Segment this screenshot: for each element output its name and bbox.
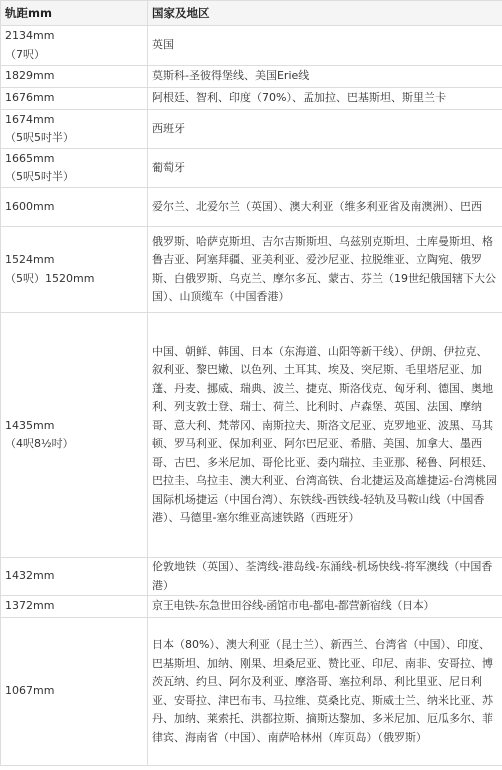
- table-row: [1, 149, 502, 188]
- table-row: [1, 88, 502, 110]
- table-row: [1, 66, 502, 88]
- gauge-value: 1665mm: [5, 151, 55, 165]
- table-header-row: [1, 1, 502, 26]
- gauge-cell: [1, 26, 148, 66]
- regions-cell: 京王电铁-东急世田谷线-函馆市电-都电-都营新宿线（日本）: [148, 596, 502, 618]
- gauge-imperial: （4呎8½吋）: [5, 437, 74, 450]
- header-regions: 国家及地区: [148, 1, 502, 26]
- regions-cell: 英国: [148, 26, 502, 66]
- gauge-value: 1524mm: [5, 253, 55, 266]
- regions-cell: 伦敦地铁（英国）、荃湾线-港岛线-东涌线-机场快线-将军澳线（中国香港）: [148, 558, 502, 596]
- gauge-cell: [1, 66, 148, 88]
- regions-cell: 俄罗斯、哈萨克斯坦、吉尔吉斯斯坦、乌兹别克斯坦、土库曼斯坦、格鲁吉亚、阿塞拜疆、亚美利亚、爱沙尼亚、拉脱维亚、立陶宛、俄罗斯、白俄罗斯、乌克兰、摩尔多瓦、蒙古、芬兰（19世纪俄国辖下大公国）、山顶缆车（中国香港）: [148, 227, 502, 313]
- gauge-value: 1435mm: [5, 418, 55, 432]
- table-row: [1, 558, 502, 596]
- gauge-cell: [1, 188, 148, 227]
- gauge-cell: [1, 149, 148, 188]
- table-row: [1, 618, 502, 766]
- gauge-value: 1829mm: [5, 69, 55, 83]
- regions-cell: 西班牙: [148, 110, 502, 149]
- table-row: [1, 313, 502, 558]
- gauge-cell: [1, 558, 148, 596]
- table-row: [1, 110, 502, 149]
- regions-cell: 阿根廷、智利、印度（70%）、孟加拉、巴基斯坦、斯里兰卡: [148, 88, 502, 110]
- gauge-cell: [1, 110, 148, 149]
- regions-cell: 爱尔兰、北爱尔兰（英国）、澳大利亚（维多利亚省及南澳洲）、巴西: [148, 188, 502, 227]
- regions-cell: 莫斯科-圣彼得堡线、美国Erie线: [148, 66, 502, 88]
- regions-cell: 日本（80%）、澳大利亚（昆士兰）、新西兰、台湾省（中国）、印度、巴基斯坦、加纳、刚果、坦桑尼亚、赞比亚、印尼、南非、安哥拉、博茨瓦纳、约旦、阿尔及利亚、摩洛哥、塞拉利昂、利比里亚、尼日利亚、安哥拉、津巴布韦、马拉维、莫桑比克、斯威士兰、纳米比亚、苏丹、加纳、莱索托、洪都拉斯、摘斯达黎加、多米尼加、厄瓜多尔、菲律宾、海南省（中国）、南萨哈林州（库页岛）（俄罗斯）: [148, 618, 502, 766]
- gauge-value: 2134mm: [5, 29, 55, 42]
- gauge-value: 1372mm: [5, 599, 55, 613]
- header-gauge: 轨距mm: [1, 1, 148, 26]
- gauge-imperial: （5呎）1520mm: [5, 271, 95, 285]
- regions-cell: 中国、朝鲜、韩国、日本（东海道、山阳等新干线）、伊朗、伊拉克、叙利亚、黎巴嫩、以色列、土耳其、埃及、突尼斯、毛里塔尼亚、加蓬、丹麦、挪威、瑞典、波兰、捷克、斯洛伐克、匈牙利、德国、奥地利、列支敦士登、瑞士、荷兰、比利时、卢森堡、英国、法国、摩纳哥、意大利、梵蒂冈、南斯拉夫、斯洛文尼亚、克罗地亚、波黑、马其顿、罗马利亚、保加利亚、阿尔巴尼亚、希腊、美国、加拿大、墨西哥、古巴、多米尼加、哥伦比亚、委内瑞拉、圭亚那、秘鲁、阿根廷、巴拉圭、乌拉圭、澳大利亚、台湾高铁、台北捷运及高雄捷运-台湾桃园国际机场捷运（中国台湾）、东铁线-西铁线-轻轨及马鞍山线（中国香港）、马德里-塞尔维亚高速铁路（西班牙）: [148, 313, 502, 558]
- table-row: [1, 26, 502, 66]
- gauge-value: 1067mm: [5, 684, 55, 698]
- gauge-cell: [1, 596, 148, 618]
- gauge-cell: [1, 313, 148, 558]
- gauge-value: 1432mm: [5, 569, 55, 583]
- gauge-cell: [1, 227, 148, 313]
- gauge-cell: [1, 88, 148, 110]
- gauge-value: 1600mm: [5, 199, 55, 213]
- gauge-imperial: （5呎5吋半）: [5, 170, 74, 183]
- gauge-cell: [1, 618, 148, 766]
- gauge-imperial: （5呎5吋半）: [5, 131, 74, 144]
- gauge-value: 1674mm: [5, 112, 55, 126]
- table-row: [1, 596, 502, 618]
- regions-cell: 葡萄牙: [148, 149, 502, 188]
- gauge-imperial: （7呎）: [5, 47, 45, 61]
- table-row: [1, 188, 502, 227]
- gauge-value: 1676mm: [5, 91, 55, 105]
- table-row: [1, 227, 502, 313]
